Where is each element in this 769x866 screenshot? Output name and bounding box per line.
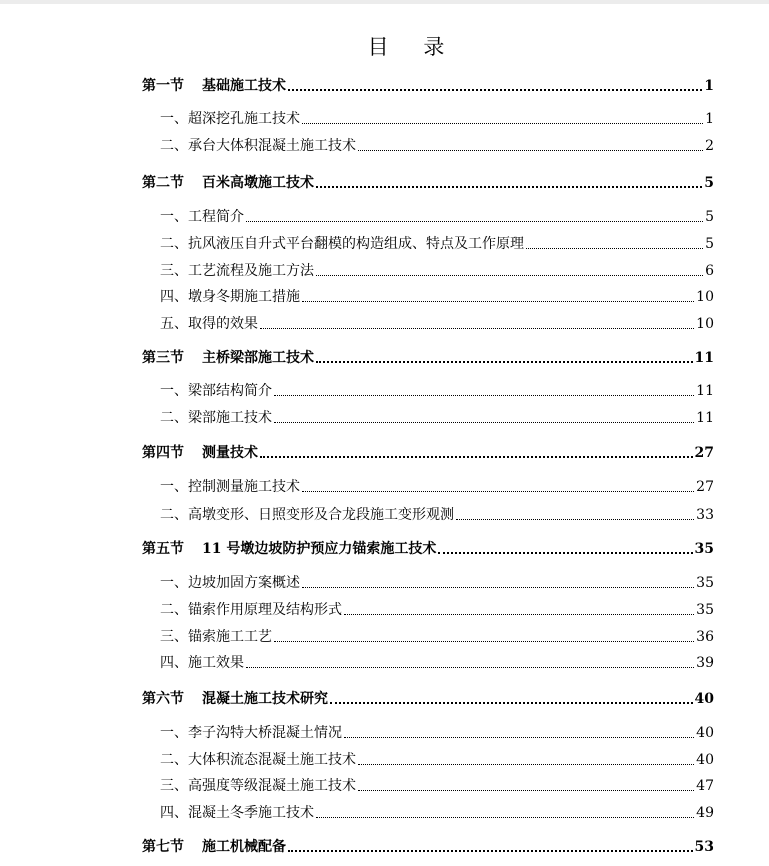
toc-subsection-entry[interactable] [160,105,714,127]
toc-section-label: 主桥梁部施工技术 [202,350,314,366]
toc-dot-leader [274,641,694,642]
toc-page-number: 33 [696,507,714,523]
toc-section-label: 11 号墩边坡防护预应力锚索施工技术 [202,541,437,557]
toc-page-number: 2 [705,138,714,154]
toc-subsection-entry[interactable] [160,257,714,279]
toc-subsection-label: 一、控制测量施工技术 [160,479,300,495]
toc-page-number: 27 [694,445,714,461]
toc-subsection-label: 一、梁部结构简介 [160,383,272,399]
toc-page-number: 11 [696,410,714,426]
toc-subsection-label: 三、工艺流程及施工方法 [160,263,314,279]
toc-dot-leader [316,275,703,276]
toc-subsection-entry[interactable] [160,719,714,741]
toc-section-label: 百米高墩施工技术 [202,175,314,191]
toc-subsection-label: 三、高强度等级混凝土施工技术 [160,778,356,794]
toc-page-number: 53 [694,839,714,855]
toc-subsection-entry[interactable] [160,623,714,645]
toc-page-number: 5 [704,175,714,191]
toc-page-number: 1 [705,111,714,127]
toc-subsection-label: 三、锚索施工工艺 [160,629,272,645]
toc-subsection-entry[interactable] [160,772,714,794]
toc-page-number: 1 [704,78,714,94]
toc-section-title [142,78,286,94]
toc-dot-leader [358,764,694,765]
toc-dot-leader [288,89,702,91]
page-title: 目 录 [367,35,459,59]
toc-section-title [142,175,314,191]
toc-subsection-entry[interactable] [160,203,714,225]
toc-page-number: 10 [696,316,714,332]
toc-section-number: 第四节 [142,445,184,461]
toc-subsection-label: 五、取得的效果 [160,316,258,332]
toc-section-label: 测量技术 [202,445,258,461]
toc-section-entry[interactable] [142,685,714,707]
toc-subsection-entry[interactable] [160,501,714,523]
toc-dot-leader [344,614,694,615]
toc-subsection-label: 二、承台大体积混凝土施工技术 [160,138,356,154]
toc-page-number: 35 [696,602,714,618]
toc-page-number: 6 [705,263,714,279]
toc-subsection-label: 四、施工效果 [160,655,244,671]
toc-page-number: 27 [696,479,714,495]
toc-subsection-entry[interactable] [160,404,714,426]
toc-subsection-label: 一、超深挖孔施工技术 [160,111,300,127]
toc-subsection-label: 二、抗风液压自升式平台翻模的构造组成、特点及工作原理 [160,236,524,252]
toc-section-title [142,541,436,557]
toc-subsection-label: 一、工程简介 [160,209,244,225]
toc-subsection-entry[interactable] [160,649,714,671]
toc-dot-leader [438,552,692,554]
toc-page-number: 40 [696,752,714,768]
toc-subsection-entry[interactable] [160,569,714,591]
toc-section-number: 第六节 [142,691,184,707]
toc-dot-leader [260,456,693,458]
toc-section-number: 第五节 [142,541,184,557]
toc-dot-leader [302,491,694,492]
toc-subsection-label: 二、梁部施工技术 [160,410,272,426]
toc-section-number: 第七节 [142,839,184,855]
toc-section-entry[interactable] [142,833,714,855]
toc-page-number: 5 [705,209,714,225]
toc-subsection-label: 二、锚索作用原理及结构形式 [160,602,342,618]
toc-subsection-label: 四、墩身冬期施工措施 [160,289,300,305]
toc-page-number: 47 [696,778,714,794]
toc-section-label: 基础施工技术 [202,78,286,94]
toc-subsection-entry[interactable] [160,310,714,332]
toc-subsection-entry[interactable] [160,132,714,154]
toc-subsection-label: 一、边坡加固方案概述 [160,575,300,591]
toc-dot-leader [246,667,694,668]
toc-page-number: 40 [694,691,714,707]
toc-page-number: 11 [694,350,714,366]
toc-section-label: 混凝土施工技术研究 [202,691,328,707]
toc-section-number: 第一节 [142,78,184,94]
toc-dot-leader [302,301,694,302]
toc-page-number: 39 [696,655,714,671]
toc-dot-leader [456,519,694,520]
toc-page-number: 10 [696,289,714,305]
toc-dot-leader [316,817,694,818]
toc-dot-leader [274,422,694,423]
toc-section-entry[interactable] [142,72,714,94]
toc-section-number: 第二节 [142,175,184,191]
toc-dot-leader [246,221,703,222]
toc-page-number: 5 [705,236,714,252]
toc-subsection-entry[interactable] [160,473,714,495]
toc-subsection-label: 二、高墩变形、日照变形及合龙段施工变形观测 [160,507,454,523]
toc-section-title [142,691,328,707]
toc-page-number: 11 [696,383,714,399]
toc-section-entry[interactable] [142,344,714,366]
toc-dot-leader [288,850,693,852]
toc-subsection-entry[interactable] [160,377,714,399]
toc-dot-leader [302,123,703,124]
toc-dot-leader [358,150,703,151]
toc-subsection-label: 二、大体积流态混凝土施工技术 [160,752,356,768]
toc-dot-leader [330,702,693,704]
toc-page-number: 35 [696,575,714,591]
toc-section-number: 第三节 [142,350,184,366]
toc-subsection-label: 四、混凝土冬季施工技术 [160,805,314,821]
toc-dot-leader [274,395,694,396]
toc-dot-leader [260,328,694,329]
toc-page-number: 40 [696,725,714,741]
toc-dot-leader [526,248,703,249]
toc-dot-leader [344,737,694,738]
toc-subsection-label: 一、李子沟特大桥混凝土情况 [160,725,342,741]
toc-page-number: 49 [696,805,714,821]
toc-subsection-entry[interactable] [160,596,714,618]
toc-section-label: 施工机械配备 [202,839,286,855]
toc-section-title [142,445,258,461]
toc-dot-leader [316,361,693,363]
toc-section-entry[interactable] [142,439,714,461]
toc-page-number: 36 [696,629,714,645]
page-top-border [0,0,769,4]
toc-page-number: 35 [694,541,714,557]
toc-section-entry[interactable] [142,535,714,557]
toc-subsection-entry[interactable] [160,283,714,305]
toc-section-entry[interactable] [142,169,714,191]
toc-dot-leader [302,587,694,588]
toc-subsection-entry[interactable] [160,799,714,821]
toc-subsection-entry[interactable] [160,746,714,768]
toc-section-title [142,350,314,366]
toc-section-title [142,839,286,855]
toc-dot-leader [316,186,702,188]
toc-dot-leader [358,790,694,791]
toc-subsection-entry[interactable] [160,230,714,252]
